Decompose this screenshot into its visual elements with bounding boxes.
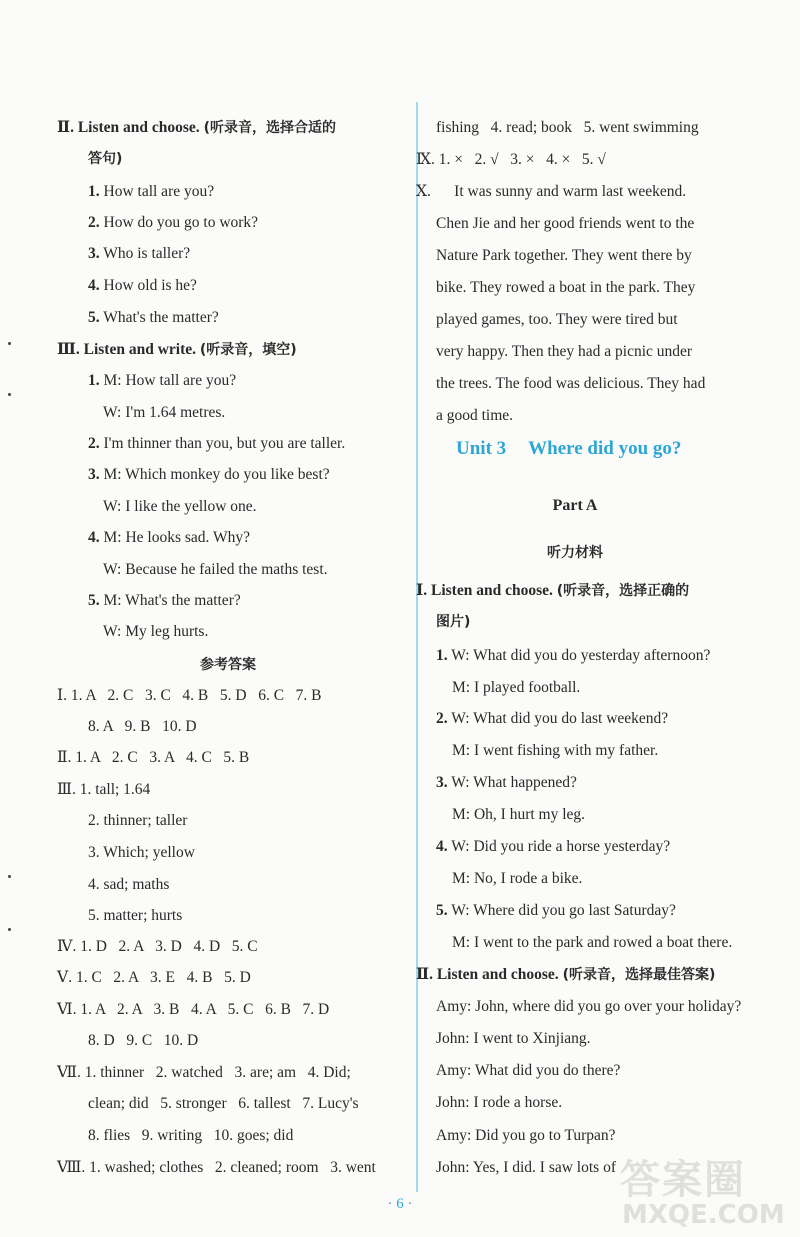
item-number: 2. (88, 214, 100, 231)
line-text: W: What did you do last weekend? (447, 710, 669, 727)
item-number: 4. (88, 529, 100, 546)
right-line (436, 118, 699, 138)
line-text: M: No, I rode a bike. (452, 870, 583, 887)
left-line (57, 937, 258, 957)
line-text: Nature Park together. They went there by (436, 247, 692, 264)
page-number: · 6 · (387, 1196, 413, 1212)
item-number: 5. (88, 309, 100, 326)
left-line (88, 149, 122, 169)
line-text: Ⅰ. Listen and choose. (416, 582, 557, 599)
line-text: Ⅱ. 1. A 2. C 3. A 4. C 5. B (57, 749, 250, 766)
line-text: W: Did you ride a horse yesterday? (447, 838, 671, 855)
item-number: 3. (88, 245, 100, 262)
line-text: very happy. Then they had a picnic under (436, 343, 693, 360)
chinese-text: 参考答案 (200, 657, 256, 673)
right-line (436, 406, 513, 426)
line-text: W: What happened? (447, 774, 577, 791)
line-text: How old is he? (99, 277, 197, 294)
left-line (103, 622, 208, 642)
item-number: 2. (88, 435, 100, 452)
chinese-text: 图片) (436, 614, 471, 630)
item-number: 4. (88, 277, 100, 294)
line-text: M: What's the matter? (99, 592, 241, 609)
line-text: W: What did you do yesterday afternoon? (447, 647, 711, 664)
right-line (436, 1158, 616, 1178)
line-text: How do you go to work? (99, 214, 259, 231)
line-text: played games, too. They were tired but (436, 311, 678, 328)
chinese-text: (听录音，填空) (199, 342, 297, 358)
left-line (88, 434, 345, 454)
right-line (436, 612, 470, 632)
left-line (88, 811, 187, 831)
left-line (57, 340, 297, 360)
line-text: 8. D 9. C 10. D (88, 1032, 199, 1049)
right-line (436, 246, 692, 266)
margin-dot (8, 875, 11, 878)
line-text: John: Yes, I did. I saw lots of (436, 1159, 616, 1176)
left-line (88, 717, 197, 737)
line-text: W: I'm 1.64 metres. (103, 404, 226, 421)
left-line (88, 276, 197, 296)
line-text: 5. matter; hurts (88, 907, 183, 924)
line-text: 3. Which; yellow (88, 844, 195, 861)
right-line (436, 374, 705, 394)
line-text: M: Which monkey do you like best? (99, 466, 330, 483)
unit-heading (456, 438, 681, 460)
right-line (436, 901, 676, 921)
item-number: 1. (88, 372, 100, 389)
right-line (436, 342, 692, 362)
left-line (88, 528, 250, 548)
item-number: 4. (436, 838, 448, 855)
left-line (57, 1158, 376, 1178)
right-line (436, 709, 668, 729)
line-text: What's the matter? (99, 309, 219, 326)
line-text: Ⅰ. 1. A 2. C 3. C 4. B 5. D 6. C 7. B (57, 687, 322, 704)
line-text: John: I went to Xinjiang. (436, 1030, 591, 1047)
column-divider (416, 102, 418, 1192)
item-number: 2. (436, 710, 448, 727)
line-text: fishing 4. read; book 5. went swimming (436, 119, 699, 136)
left-line (88, 308, 219, 328)
line-text: Ⅲ. 1. tall; 1.64 (57, 781, 151, 798)
line-text: Amy: What did you do there? (436, 1062, 621, 1079)
right-line (452, 805, 585, 825)
line-text: 4. sad; maths (88, 876, 170, 893)
left-line (103, 560, 328, 580)
right-line (416, 150, 606, 170)
line-text: M: I went to the park and rowed a boat there. (452, 934, 733, 951)
line-text: Amy: John, where did you go over your holiday? (436, 998, 742, 1015)
left-line (57, 780, 150, 800)
line-text: W: Because he failed the maths test. (103, 561, 328, 578)
right-line (436, 1126, 616, 1146)
line-text: Amy: Did you go to Turpan? (436, 1127, 616, 1144)
line-text: the trees. The food was delicious. They had (436, 375, 706, 392)
item-number: 5. (88, 592, 100, 609)
unit-label: Unit 3 (456, 438, 507, 459)
line-text: M: Oh, I hurt my leg. (452, 806, 586, 823)
line-text: W: My leg hurts. (103, 623, 209, 640)
chinese-text: 答句) (88, 151, 123, 167)
item-number: 3. (88, 466, 100, 483)
part-heading: Part A (552, 497, 598, 514)
right-line (436, 773, 577, 793)
right-line (436, 997, 741, 1017)
watermark-logo: 答案圈 (620, 1157, 746, 1203)
left-line (88, 213, 258, 233)
left-line (88, 1126, 293, 1146)
line-text: Who is taller? (99, 245, 191, 262)
left-line (88, 906, 182, 926)
line-text: W: I like the yellow one. (103, 498, 257, 515)
margin-dot (8, 928, 11, 931)
left-line (88, 371, 236, 391)
line-text: Ⅴ. 1. C 2. A 3. E 4. B 5. D (57, 969, 251, 986)
line-text: I'm thinner than you, but you are taller. (99, 435, 346, 452)
right-line (436, 278, 695, 298)
right-line (436, 646, 710, 666)
right-line (452, 741, 658, 761)
right-line (452, 678, 580, 698)
line-text: Ⅷ. 1. washed; clothes 2. cleaned; room 3. went (57, 1159, 376, 1176)
line-text: John: I rode a horse. (436, 1094, 563, 1111)
item-number: 1. (436, 647, 448, 664)
item-number: 1. (88, 183, 100, 200)
left-line (88, 1094, 359, 1114)
left-line (57, 748, 249, 768)
left-line (88, 591, 241, 611)
line-text: Ⅶ. 1. thinner 2. watched 3. are; am 4. Did; (57, 1064, 351, 1081)
left-line (57, 1000, 329, 1020)
watermark-url: MXQE.COM (622, 1200, 785, 1230)
line-text: M: He looks sad. Why? (99, 529, 251, 546)
line-text: 2. thinner; taller (88, 812, 188, 829)
right-line (436, 214, 694, 234)
right-line (436, 1029, 591, 1049)
line-text: Ⅸ. 1. × 2. √ 3. × 4. × 5. √ (416, 151, 606, 168)
right-line (436, 310, 678, 330)
listening-heading: 听力材料 (547, 545, 603, 561)
line-text: How tall are you? (99, 183, 215, 200)
line-text: M: I went fishing with my father. (452, 742, 659, 759)
unit-title: Where did you go? (528, 438, 682, 459)
margin-dot (8, 393, 11, 396)
line-text: Ⅲ. Listen and write. (57, 341, 200, 358)
line-text: clean; did 5. stronger 6. tallest 7. Lucy's (88, 1095, 359, 1112)
right-line (416, 581, 689, 601)
right-line (416, 965, 715, 985)
item-number: 3. (436, 774, 448, 791)
margin-dot (8, 342, 11, 345)
left-line (103, 497, 257, 517)
left-line (88, 244, 190, 264)
right-line (452, 933, 732, 953)
line-text: a good time. (436, 407, 514, 424)
line-text: Ⅳ. 1. D 2. A 3. D 4. D 5. C (57, 938, 258, 955)
right-line (416, 182, 686, 202)
left-line (88, 465, 330, 485)
chinese-text: (听录音，选择最佳答案) (562, 967, 716, 983)
line-text: M: I played football. (452, 679, 581, 696)
right-line (436, 1061, 620, 1081)
chinese-text: (听录音，选择正确的 (556, 583, 690, 599)
right-line (436, 1093, 562, 1113)
left-line (57, 1063, 351, 1083)
line-text: Ⅹ. It was sunny and warm last weekend. (416, 183, 687, 200)
line-text: 8. flies 9. writing 10. goes; did (88, 1127, 294, 1144)
line-text: Ⅵ. 1. A 2. A 3. B 4. A 5. C 6. B 7. D (57, 1001, 330, 1018)
left-line (200, 655, 256, 675)
line-text: Chen Jie and her good friends went to the (436, 215, 695, 232)
left-line (57, 968, 251, 988)
left-line (88, 1031, 198, 1051)
watermark (612, 1148, 798, 1234)
line-text: Ⅱ. Listen and choose. (416, 966, 563, 983)
item-number: 5. (436, 902, 448, 919)
chinese-text: (听录音，选择合适的 (203, 120, 336, 136)
line-text: W: Where did you go last Saturday? (447, 902, 676, 919)
left-line (88, 843, 195, 863)
line-text: M: How tall are you? (99, 372, 237, 389)
line-text: Ⅱ. Listen and choose. (57, 119, 204, 136)
right-line (436, 837, 670, 857)
right-line (452, 869, 582, 889)
left-line (88, 875, 169, 895)
left-line (103, 403, 225, 423)
left-line (88, 182, 214, 202)
left-line (57, 686, 322, 706)
left-line (57, 118, 336, 138)
line-text: bike. They rowed a boat in the park. They (436, 279, 696, 296)
line-text: 8. A 9. B 10. D (88, 718, 197, 735)
